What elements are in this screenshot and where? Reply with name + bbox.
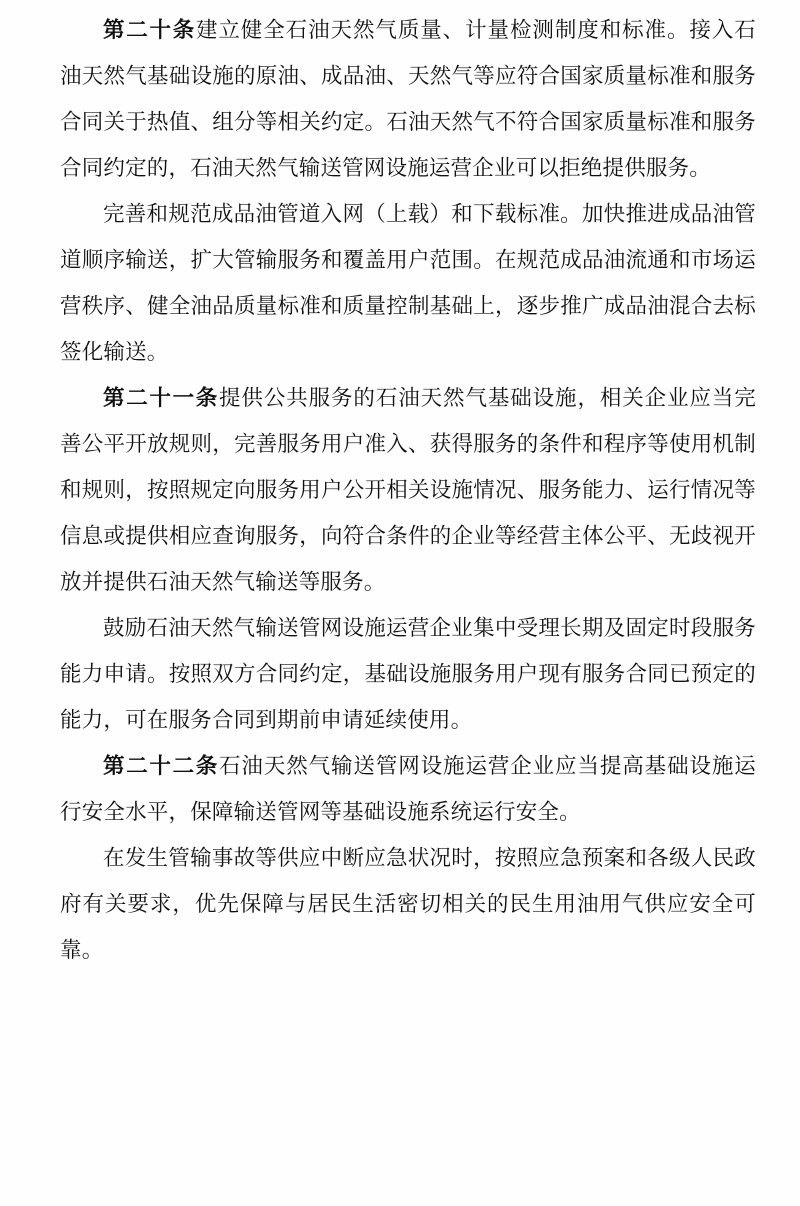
paragraph-text-article-22: 石油天然气输送管网设施运营企业应当提高基础设施运行安全水平，保障输送管网等基础设施系统运行安全。 <box>60 754 756 825</box>
paragraph-article-21 <box>60 376 756 606</box>
document-body <box>60 8 756 974</box>
article-label-20: 第二十条 <box>103 18 196 43</box>
paragraph-article-22 <box>60 744 756 836</box>
paragraph-article-20-p2 <box>60 192 756 376</box>
article-label-22: 第二十二条 <box>103 754 220 779</box>
paragraph-article-20 <box>60 8 756 192</box>
paragraph-text-article-21: 提供公共服务的石油天然气基础设施，相关企业应当完善公平开放规则，完善服务用户准入、获得服务的条件和程序等使用机制和规则，按照规定向服务用户公开相关设施情况、服务能力、运行情况等信息或提供相应查询服务，向符合条件的企业等经营主体公平、无歧视开放并提供石油天然气输送等服务。 <box>60 386 756 595</box>
paragraph-article-22-p2 <box>60 836 756 974</box>
paragraph-article-21-p2 <box>60 606 756 744</box>
paragraph-text-article-20-p2: 完善和规范成品油管道入网（上载）和下载标准。加快推进成品油管道顺序输送，扩大管输服务和覆盖用户范围。在规范成品油流通和市场运营秩序、健全油品质量标准和质量控制基础上，逐步推广成品油混合去标签化输送。 <box>60 202 756 365</box>
article-label-21: 第二十一条 <box>103 386 220 411</box>
paragraph-text-article-21-p2: 鼓励石油天然气输送管网设施运营企业集中受理长期及固定时段服务能力申请。按照双方合同约定，基础设施服务用户现有服务合同已预定的能力，可在服务合同到期前申请延续使用。 <box>60 616 756 733</box>
paragraph-text-article-22-p2: 在发生管输事故等供应中断应急状况时，按照应急预案和各级人民政府有关要求，优先保障与居民生活密切相关的民生用油用气供应安全可靠。 <box>60 846 756 963</box>
paragraph-text-article-20: 建立健全石油天然气质量、计量检测制度和标准。接入石油天然气基础设施的原油、成品油、天然气等应符合国家质量标准和服务合同关于热值、组分等相关约定。石油天然气不符合国家质量标准和服务合同约定的，石油天然气输送管网设施运营企业可以拒绝提供服务。 <box>60 18 756 181</box>
